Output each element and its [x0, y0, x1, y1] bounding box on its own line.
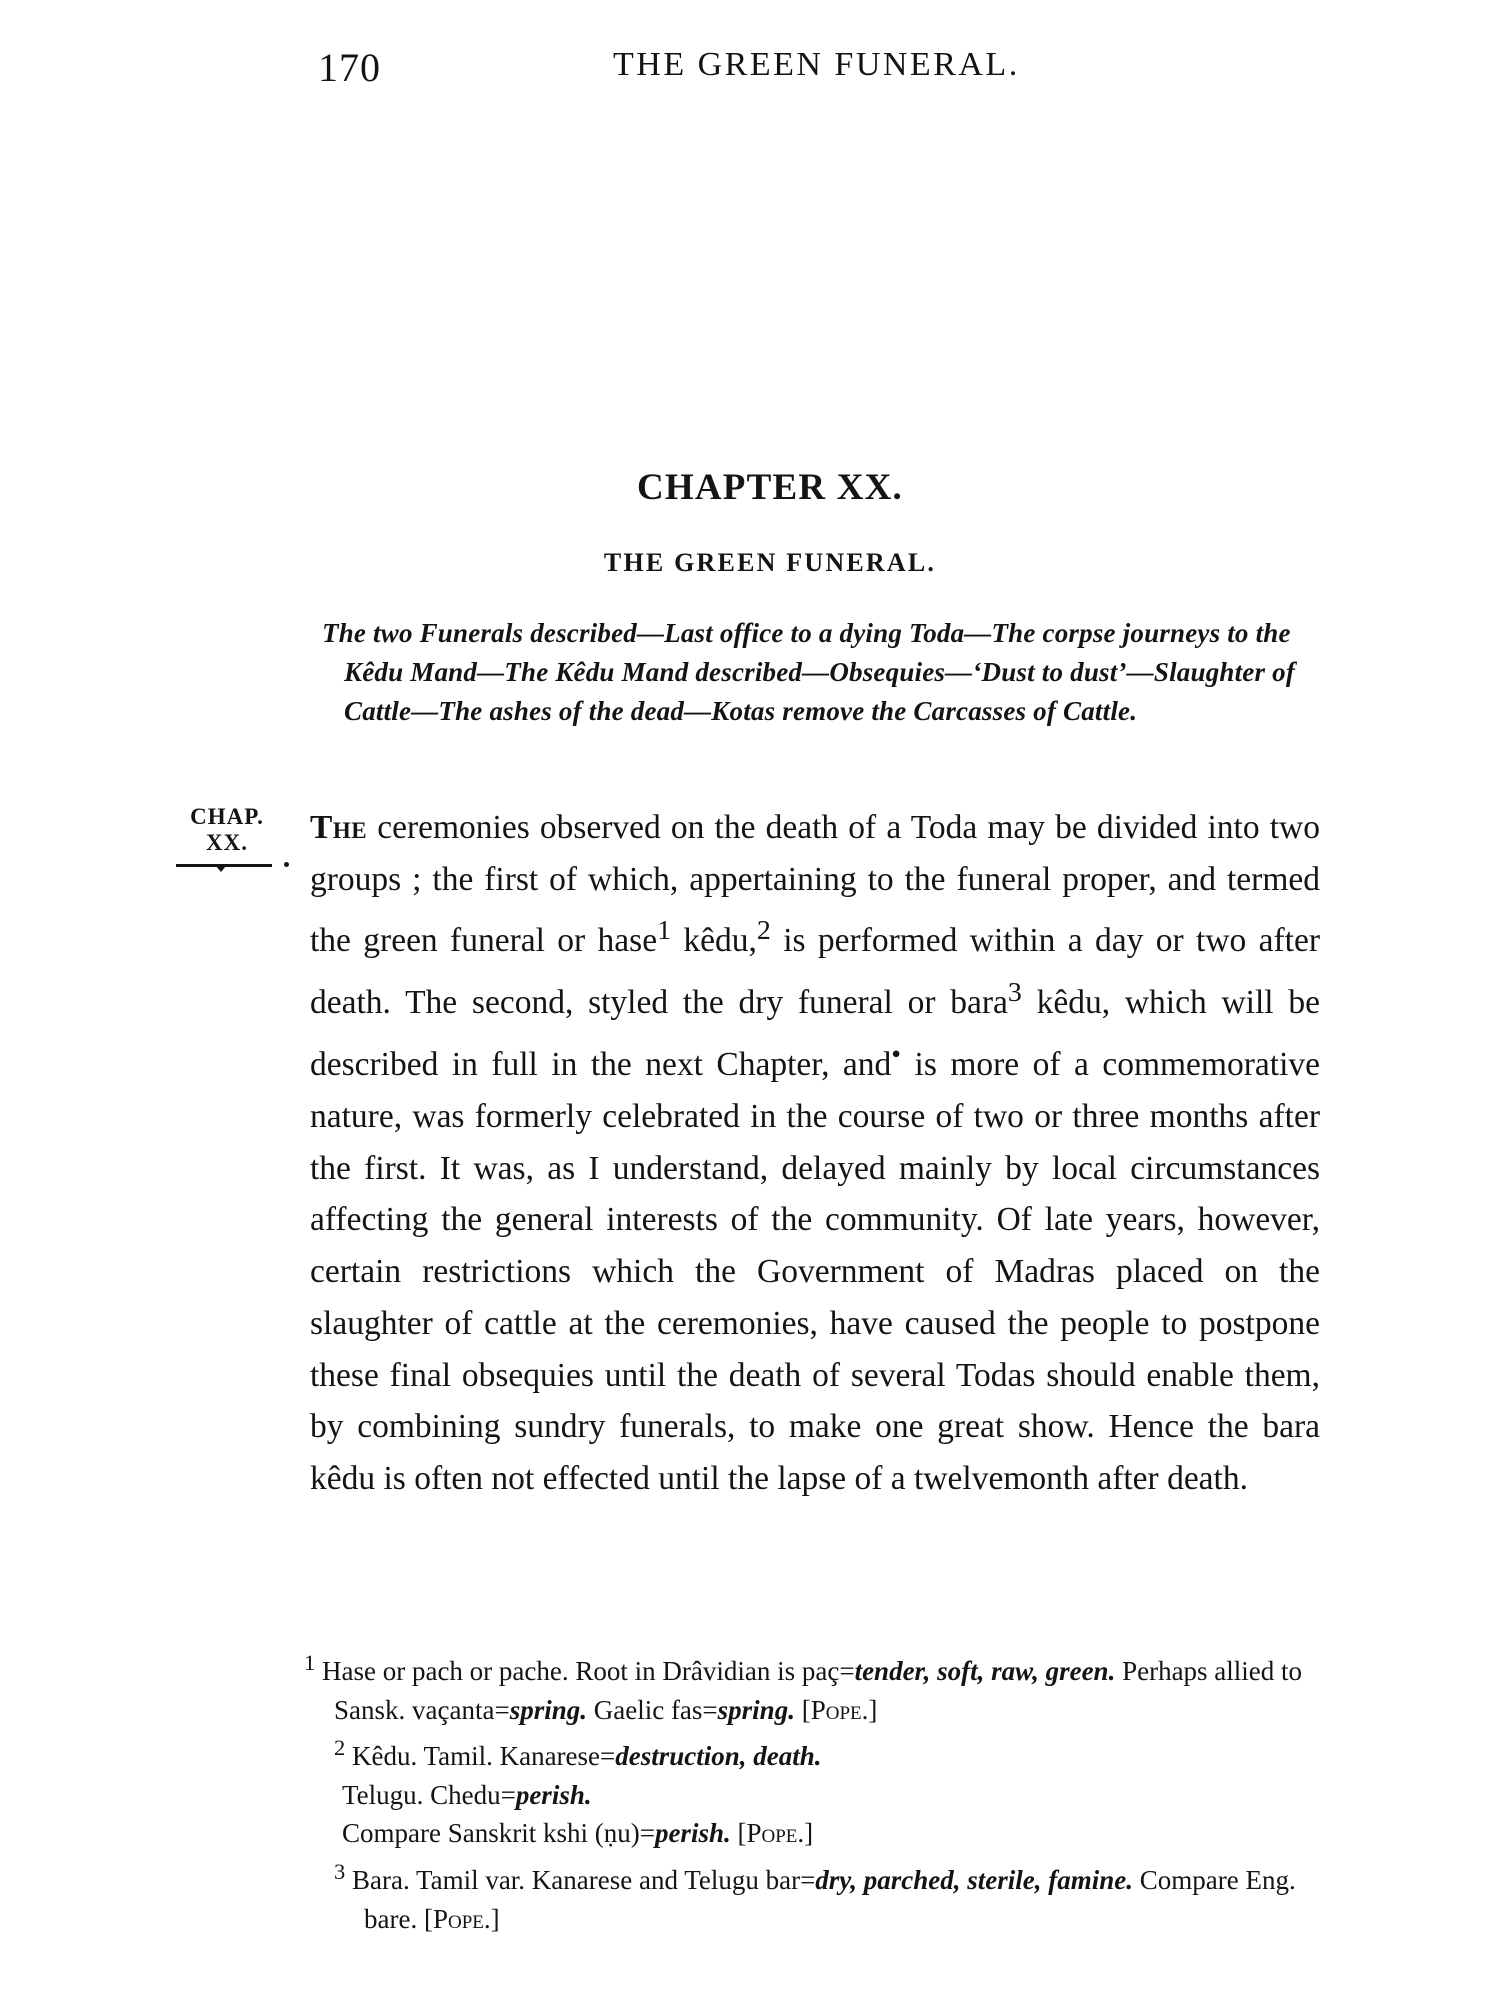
running-head [0, 36, 1500, 106]
footnote-text: Telugu. Chedu [342, 1779, 501, 1810]
footnote-text: ] [490, 1903, 500, 1934]
body-paragraph [310, 802, 1320, 1505]
footnote-text: Compare Eng. bare. [ [364, 1864, 1296, 1934]
footnote-equals: = [839, 1656, 855, 1686]
body-text-segment: ceremonies observed on the death of a Toda may be divided into two groups ; the first of which, appertaining to the funeral proper, and termed the green funeral or hase [310, 809, 1320, 960]
footnotes [304, 1644, 1314, 1938]
footnote-text: [ [730, 1818, 747, 1849]
footnote-ref: 3 [1007, 977, 1022, 1009]
margin-rule [176, 864, 272, 867]
footnote-text: Compare Sanskrit kshi (ṇu) [342, 1818, 640, 1849]
footnote-text: Gaelic fas [586, 1694, 703, 1725]
footnote-text: ] [868, 1694, 878, 1725]
footnote-number: 1 [304, 1650, 316, 1675]
footnote-text: ] [804, 1818, 814, 1849]
footnote-equals: = [639, 1818, 655, 1849]
footnote-3 [334, 1853, 1314, 1938]
footnote-ref: 2 [756, 915, 771, 947]
footnote-equals: = [600, 1741, 616, 1772]
page-number: 170 [318, 45, 381, 90]
footnote-equals: = [800, 1864, 816, 1895]
footnote-equals: = [494, 1694, 510, 1725]
footnote-text: [ [794, 1694, 811, 1725]
footnote-attribution: Pope. [746, 1818, 805, 1849]
footnote-1 [304, 1644, 1314, 1729]
margin-note-number: XX. [206, 830, 248, 855]
footnote-equals: = [702, 1694, 718, 1725]
footnote-equals: = [500, 1779, 516, 1810]
footnote-gloss: destruction, death. [615, 1741, 822, 1772]
margin-dot [284, 862, 289, 867]
footnote-2-line-3 [342, 1814, 1314, 1853]
footnote-ref: 1 [657, 915, 672, 947]
chapter-title: THE GREEN FUNERAL. [603, 548, 937, 577]
body-text-segment: kêdu, [671, 922, 757, 960]
chapter-synopsis: The two Funerals described—Last office to a dying Toda—The corpse journeys to the Kêdu Mand—The Kêdu Mand described—Obsequies—‘Dust to dust’—Slaughter of Cattle—The ashes of the dead—Kotas remove the Carcasses of Cattle. [322, 618, 1296, 726]
footnote-gloss: dry, parched, sterile, famine. [815, 1864, 1134, 1895]
footnote-gloss: spring. [717, 1694, 795, 1725]
footnote-attribution: Pope. [432, 1903, 491, 1934]
footnote-mark: • [891, 1039, 902, 1071]
footnote-2 [334, 1729, 1344, 1776]
footnote-2-line-2 [342, 1776, 1314, 1815]
footnote-number: 3 [334, 1858, 346, 1884]
running-title: THE GREEN FUNERAL. [613, 46, 1020, 83]
footnote-gloss: perish. [515, 1779, 592, 1810]
paragraph-lead-word: The [310, 809, 368, 846]
footnote-number: 2 [334, 1735, 346, 1761]
footnote-attribution: Pope. [810, 1694, 869, 1725]
body-text-segment: kêdu, which will be described in full in the next Chapter, and [310, 984, 1320, 1084]
chapter-heading: CHAPTER XX. [636, 467, 904, 508]
footnote-gloss: spring. [509, 1694, 587, 1725]
footnote-gloss: perish. [654, 1818, 731, 1849]
footnote-text: Perhaps allied to Sansk. vaçanta [334, 1656, 1303, 1725]
body-text-segment: is performed within a day or two after death. The second, styled the dry funeral or bara [310, 922, 1320, 1022]
footnote-text: Hase or pach or pache. Root in Drâvidian is paç [322, 1656, 840, 1686]
footnote-text: Bara. Tamil var. Kanarese and Telugu bar [352, 1864, 801, 1895]
footnote-gloss: tender, soft, raw, green. [854, 1656, 1116, 1686]
body-text-segment: is more of a commemorative nature, was formerly celebrated in the course of two or three months after the first. It was, as I understand, delayed mainly by local circumstances affecting the general interests of the community. Of late years, however, certain restrictions which the Government of Madras placed on the slaughter of cattle at the ceremonies, have caused the people to postpone these final obsequies until the death of several Todas should enable them, by combining sundry funerals, to make one great show. Hence the bara kêdu is often not effected until the lapse of a twelvemonth after death. [310, 1046, 1320, 1497]
margin-note-chap: CHAP. [190, 804, 264, 829]
margin-note [172, 804, 282, 856]
footnote-text: Kêdu. Tamil. Kanarese [352, 1741, 601, 1772]
